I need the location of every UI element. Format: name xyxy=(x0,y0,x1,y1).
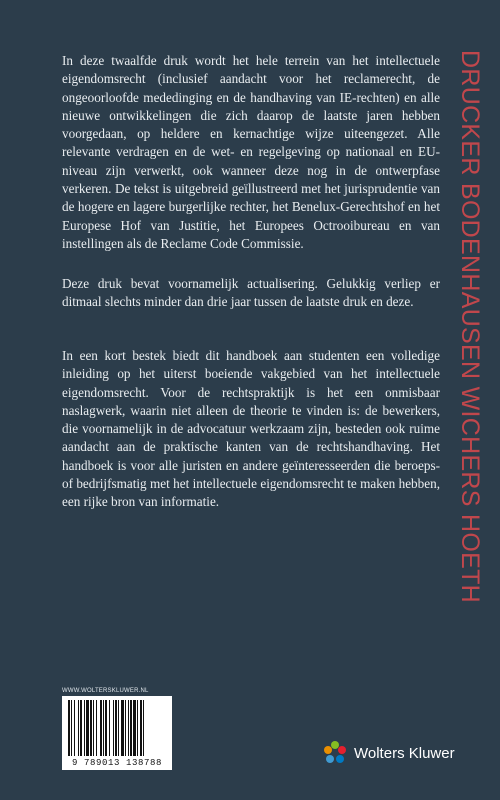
barcode xyxy=(62,696,172,770)
publisher-url: WWW.WOLTERSKLUWER.NL xyxy=(62,688,149,694)
barcode-bars-icon xyxy=(68,700,166,756)
author-names-vertical xyxy=(450,50,490,790)
isbn-number: 9 789013 138788 xyxy=(71,758,162,768)
author-names-text: DRUCKER BODENHAUSEN WICHERS HOETH xyxy=(456,50,484,604)
publisher-logo xyxy=(322,740,455,766)
blurb-paragraph-1: In deze twaalfde druk wordt het hele terrein van het intellectuele eigendomsrecht (inclusief aandacht voor het reclamerecht, de ongeoorloofde mededinging en de handhaving van IE-rechten) en alle nieuwe ontwikkelingen die zich daarop de laatste jaren hebben voorgedaan, op heldere en kernachtige wijze uiteengezet. Alle relevante verdragen en de wet- en regelgeving op nationaal en EU-niveau zijn verwerkt, ook wanneer deze nog in de ontwerpfase verkeren. De tekst is uitgebreid geïllustreerd met het jurisprudentie van de hogere en lagere burgerlijke rechter, het Benelux-Gerechtshof en het Europese Hof van Justitie, het Europees Octrooibureau en van instellingen als de Reclame Code Commissie. xyxy=(62,53,440,251)
blurb-paragraph-3: In een kort bestek biedt dit handboek aan studenten een volledige inleiding op het uiterst boeiende vakgebied van het intellectuele eigendomsrecht. Voor de rechtspraktijk is het een onmisbaar naslagwerk, waarin niet alleen de theorie te vinden is: de bewerkers, die voornamelijk in de advocatuur werkzaam zijn, besteden ook ruime aandacht aan de praktische kanten van de rechtshandhaving. Het handboek is voor alle juristen en andere geïnteresseerden die beroeps- of bedrijfsmatig met het intellectuele eigendomsrecht te maken hebben, een rijke bron van informatie. xyxy=(62,348,440,510)
publisher-name: Wolters Kluwer xyxy=(354,744,455,762)
wolters-kluwer-logo-icon xyxy=(322,740,348,766)
blurb-paragraph-2: Deze druk bevat voornamelijk actualisering. Gelukkig verliep er ditmaal slechts minder dan drie jaar tussen de laatste druk en deze. xyxy=(62,276,440,310)
barcode-block xyxy=(62,688,172,770)
